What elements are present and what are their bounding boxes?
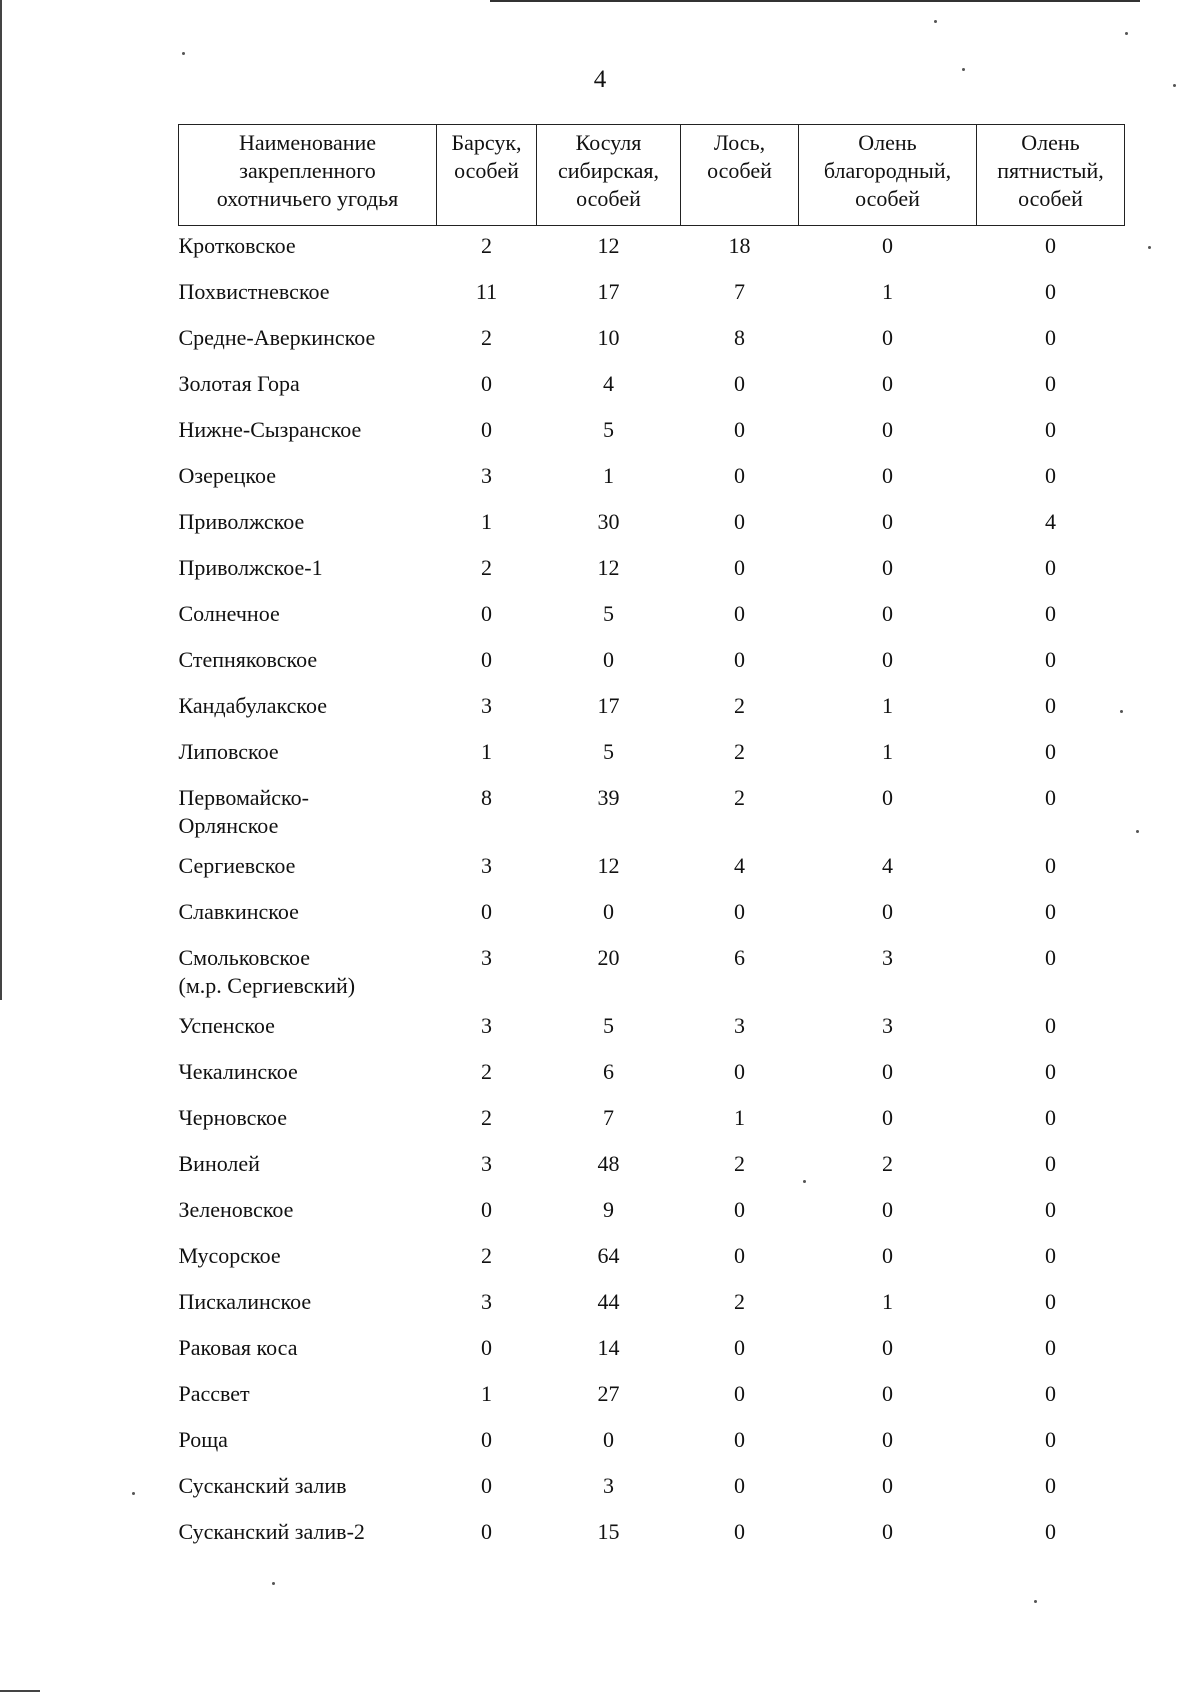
cell-badger: 3 xyxy=(481,1151,492,1176)
cell-sika-deer: 0 xyxy=(1045,1013,1056,1038)
cell-badger: 0 xyxy=(481,1519,492,1544)
cell-siberian-roe-deer: 27 xyxy=(597,1381,620,1406)
cell-sika-deer: 0 xyxy=(1045,647,1056,672)
cell-hunting-ground-name: Успенское xyxy=(178,1013,275,1038)
scan-speck xyxy=(272,1582,275,1585)
cell-red-deer: 0 xyxy=(882,1427,893,1452)
table-row xyxy=(179,226,1125,273)
cell-sika-deer: 0 xyxy=(1045,1381,1056,1406)
cell-sika-deer: 0 xyxy=(1045,1105,1056,1130)
table-row xyxy=(179,318,1125,364)
cell-red-deer: 0 xyxy=(882,233,893,258)
cell-hunting-ground-name: Озерецкое xyxy=(178,463,276,488)
cell-siberian-roe-deer: 7 xyxy=(603,1105,614,1130)
scan-speck xyxy=(1125,32,1128,35)
cell-sika-deer: 0 xyxy=(1045,1243,1056,1268)
cell-siberian-roe-deer: 64 xyxy=(597,1243,620,1268)
scan-speck xyxy=(1173,84,1176,87)
cell-moose: 0 xyxy=(734,1473,745,1498)
cell-siberian-roe-deer: 9 xyxy=(603,1197,614,1222)
cell-moose: 0 xyxy=(734,601,745,626)
cell-sika-deer: 0 xyxy=(1045,463,1056,488)
table-header-row xyxy=(179,125,1125,226)
page-top-rule xyxy=(490,0,1140,2)
scan-speck xyxy=(1120,710,1123,713)
page-number: 4 xyxy=(593,66,607,93)
cell-hunting-ground-name: Зеленовское xyxy=(178,1197,294,1222)
cell-red-deer: 0 xyxy=(882,325,893,350)
cell-sika-deer: 0 xyxy=(1045,693,1056,718)
cell-hunting-ground-name: Похвистневское xyxy=(178,279,330,304)
cell-hunting-ground-name: Нижне-Сызранское xyxy=(178,417,362,442)
cell-hunting-ground-name: Степняковское xyxy=(178,647,318,672)
cell-siberian-roe-deer: 0 xyxy=(603,647,614,672)
table-row xyxy=(179,1190,1125,1236)
cell-hunting-ground-name: Пискалинское xyxy=(178,1289,312,1314)
scan-speck xyxy=(934,20,937,23)
cell-red-deer: 0 xyxy=(882,1105,893,1130)
cell-siberian-roe-deer: 17 xyxy=(597,279,620,304)
cell-hunting-ground-name: Сусканский залив xyxy=(178,1473,347,1498)
cell-siberian-roe-deer: 39 xyxy=(597,785,620,810)
cell-red-deer: 1 xyxy=(882,1289,893,1314)
cell-red-deer: 3 xyxy=(882,1013,893,1038)
cell-siberian-roe-deer: 15 xyxy=(597,1519,620,1544)
table-row xyxy=(179,1052,1125,1098)
cell-hunting-ground-name: Золотая Гора xyxy=(178,371,300,396)
cell-sika-deer: 0 xyxy=(1045,1289,1056,1314)
cell-hunting-ground-name: Кандабулакское xyxy=(178,693,328,718)
cell-hunting-ground-name: Солнечное xyxy=(178,601,280,626)
cell-siberian-roe-deer: 0 xyxy=(603,899,614,924)
cell-hunting-ground-name: Липовское xyxy=(178,739,279,764)
cell-badger: 0 xyxy=(481,647,492,672)
header-hunting-ground-name: Наименование закрепленного охотничьего угодья xyxy=(179,125,437,226)
cell-hunting-ground-name: Кротковское xyxy=(178,233,296,258)
cell-siberian-roe-deer: 3 xyxy=(603,1473,614,1498)
cell-hunting-ground-name: Раковая коса xyxy=(178,1335,298,1360)
cell-red-deer: 0 xyxy=(882,463,893,488)
cell-moose: 1 xyxy=(734,1105,745,1130)
cell-sika-deer: 0 xyxy=(1045,601,1056,626)
cell-moose: 2 xyxy=(734,1289,745,1314)
scan-speck xyxy=(1148,246,1151,249)
cell-red-deer: 0 xyxy=(882,1519,893,1544)
cell-sika-deer: 0 xyxy=(1045,1473,1056,1498)
table-row xyxy=(179,1466,1125,1512)
cell-siberian-roe-deer: 6 xyxy=(603,1059,614,1084)
cell-red-deer: 0 xyxy=(882,601,893,626)
cell-moose: 7 xyxy=(734,279,745,304)
scan-speck xyxy=(132,1492,135,1495)
cell-moose: 0 xyxy=(734,1519,745,1544)
cell-moose: 2 xyxy=(734,693,745,718)
scan-speck xyxy=(1136,830,1139,833)
header-moose: Лось, особей xyxy=(681,125,799,226)
cell-moose: 0 xyxy=(734,371,745,396)
cell-red-deer: 0 xyxy=(882,1335,893,1360)
cell-siberian-roe-deer: 5 xyxy=(603,601,614,626)
cell-hunting-ground-name: Рассвет xyxy=(178,1381,250,1406)
cell-badger: 2 xyxy=(481,1059,492,1084)
cell-sika-deer: 0 xyxy=(1045,1151,1056,1176)
cell-red-deer: 0 xyxy=(882,555,893,580)
table-row xyxy=(179,640,1125,686)
cell-badger: 3 xyxy=(481,463,492,488)
cell-siberian-roe-deer: 20 xyxy=(597,945,620,970)
cell-sika-deer: 0 xyxy=(1045,739,1056,764)
cell-red-deer: 2 xyxy=(882,1151,893,1176)
cell-sika-deer: 0 xyxy=(1045,785,1056,810)
table-row xyxy=(179,1374,1125,1420)
cell-siberian-roe-deer: 12 xyxy=(597,555,620,580)
cell-sika-deer: 0 xyxy=(1045,325,1056,350)
cell-red-deer: 0 xyxy=(882,371,893,396)
cell-red-deer: 0 xyxy=(882,1473,893,1498)
cell-hunting-ground-name: Средне-Аверкинское xyxy=(178,325,376,350)
cell-red-deer: 0 xyxy=(882,1197,893,1222)
cell-badger: 3 xyxy=(481,693,492,718)
table-row xyxy=(179,1512,1125,1558)
table-row xyxy=(179,594,1125,640)
cell-red-deer: 0 xyxy=(882,1059,893,1084)
cell-badger: 0 xyxy=(481,1473,492,1498)
cell-hunting-ground-name: Черновское xyxy=(178,1105,287,1130)
hunting-grounds-table xyxy=(178,124,1125,1558)
cell-siberian-roe-deer: 14 xyxy=(597,1335,620,1360)
cell-moose: 0 xyxy=(734,555,745,580)
table-row xyxy=(179,1420,1125,1466)
cell-moose: 8 xyxy=(734,325,745,350)
cell-sika-deer: 0 xyxy=(1045,555,1056,580)
cell-moose: 0 xyxy=(734,417,745,442)
cell-sika-deer: 0 xyxy=(1045,1335,1056,1360)
cell-sika-deer: 0 xyxy=(1045,1519,1056,1544)
cell-siberian-roe-deer: 5 xyxy=(603,739,614,764)
cell-siberian-roe-deer: 17 xyxy=(597,693,620,718)
cell-badger: 3 xyxy=(481,1013,492,1038)
cell-siberian-roe-deer: 30 xyxy=(597,509,620,534)
cell-red-deer: 1 xyxy=(882,693,893,718)
cell-badger: 1 xyxy=(481,739,492,764)
cell-sika-deer: 0 xyxy=(1045,899,1056,924)
cell-hunting-ground-name: Приволжское xyxy=(178,509,305,534)
scan-bottom-mark xyxy=(0,1690,40,1692)
cell-moose: 6 xyxy=(734,945,745,970)
cell-badger: 0 xyxy=(481,417,492,442)
cell-red-deer: 0 xyxy=(882,1243,893,1268)
cell-hunting-ground-name: Мусорское xyxy=(178,1243,281,1268)
table-row xyxy=(179,1144,1125,1190)
cell-red-deer: 1 xyxy=(882,279,893,304)
table-row xyxy=(179,548,1125,594)
cell-sika-deer: 0 xyxy=(1045,371,1056,396)
cell-hunting-ground-name: Смольковское (м.р. Сергиевский) xyxy=(178,945,356,998)
table-row xyxy=(179,1098,1125,1144)
table-row xyxy=(179,364,1125,410)
cell-red-deer: 0 xyxy=(882,1381,893,1406)
cell-hunting-ground-name: Первомайско- Орлянское xyxy=(178,785,309,838)
table-row xyxy=(179,732,1125,778)
scan-speck xyxy=(962,68,965,71)
cell-moose: 0 xyxy=(734,509,745,534)
cell-sika-deer: 4 xyxy=(1045,509,1056,534)
cell-siberian-roe-deer: 0 xyxy=(603,1427,614,1452)
cell-sika-deer: 0 xyxy=(1045,1059,1056,1084)
cell-sika-deer: 0 xyxy=(1045,1427,1056,1452)
table-row xyxy=(179,410,1125,456)
cell-badger: 1 xyxy=(481,509,492,534)
cell-hunting-ground-name: Роща xyxy=(178,1427,228,1452)
cell-siberian-roe-deer: 5 xyxy=(603,417,614,442)
header-siberian-roe-deer: Косуля сибирская, особей xyxy=(537,125,681,226)
table-row xyxy=(179,1236,1125,1282)
cell-siberian-roe-deer: 5 xyxy=(603,1013,614,1038)
cell-badger: 2 xyxy=(481,325,492,350)
cell-hunting-ground-name: Сергиевское xyxy=(178,853,296,878)
table-row xyxy=(179,1006,1125,1052)
cell-sika-deer: 0 xyxy=(1045,233,1056,258)
cell-red-deer: 0 xyxy=(882,417,893,442)
cell-badger: 0 xyxy=(481,1335,492,1360)
table-row xyxy=(179,778,1125,846)
cell-badger: 2 xyxy=(481,1243,492,1268)
table-row xyxy=(179,686,1125,732)
cell-siberian-roe-deer: 12 xyxy=(597,233,620,258)
cell-hunting-ground-name: Приволжское-1 xyxy=(178,555,323,580)
cell-siberian-roe-deer: 1 xyxy=(603,463,614,488)
cell-badger: 2 xyxy=(481,555,492,580)
cell-moose: 0 xyxy=(734,1427,745,1452)
cell-moose: 0 xyxy=(734,899,745,924)
cell-sika-deer: 0 xyxy=(1045,279,1056,304)
cell-red-deer: 4 xyxy=(882,853,893,878)
cell-sika-deer: 0 xyxy=(1045,417,1056,442)
cell-siberian-roe-deer: 44 xyxy=(597,1289,620,1314)
table-row xyxy=(179,272,1125,318)
cell-badger: 0 xyxy=(481,1427,492,1452)
cell-moose: 0 xyxy=(734,463,745,488)
cell-badger: 2 xyxy=(481,1105,492,1130)
cell-badger: 0 xyxy=(481,899,492,924)
scan-left-edge xyxy=(0,0,2,1000)
scan-speck xyxy=(1034,1600,1037,1603)
table-row xyxy=(179,1328,1125,1374)
cell-badger: 11 xyxy=(475,279,498,304)
cell-red-deer: 0 xyxy=(882,785,893,810)
cell-moose: 0 xyxy=(734,1335,745,1360)
header-red-deer: Олень благородный, особей xyxy=(799,125,977,226)
cell-badger: 8 xyxy=(481,785,492,810)
cell-sika-deer: 0 xyxy=(1045,853,1056,878)
cell-red-deer: 1 xyxy=(882,739,893,764)
cell-siberian-roe-deer: 48 xyxy=(597,1151,620,1176)
cell-moose: 4 xyxy=(734,853,745,878)
table-row xyxy=(179,1282,1125,1328)
cell-red-deer: 3 xyxy=(882,945,893,970)
cell-siberian-roe-deer: 12 xyxy=(597,853,620,878)
cell-badger: 0 xyxy=(481,1197,492,1222)
cell-hunting-ground-name: Чекалинское xyxy=(178,1059,298,1084)
cell-sika-deer: 0 xyxy=(1045,945,1056,970)
cell-moose: 2 xyxy=(734,1151,745,1176)
cell-moose: 0 xyxy=(734,1197,745,1222)
header-badger: Барсук, особей xyxy=(437,125,537,226)
cell-moose: 0 xyxy=(734,1381,745,1406)
scan-speck xyxy=(803,1180,806,1183)
table-row xyxy=(179,502,1125,548)
cell-badger: 0 xyxy=(481,601,492,626)
cell-siberian-roe-deer: 10 xyxy=(597,325,620,350)
table-row xyxy=(179,938,1125,1006)
cell-moose: 0 xyxy=(734,1243,745,1268)
table-row xyxy=(179,456,1125,502)
cell-moose: 2 xyxy=(734,785,745,810)
cell-red-deer: 0 xyxy=(882,647,893,672)
cell-moose: 0 xyxy=(734,1059,745,1084)
cell-badger: 2 xyxy=(481,233,492,258)
scan-speck xyxy=(182,52,185,55)
header-sika-deer: Олень пятнистый, особей xyxy=(977,125,1125,226)
cell-moose: 0 xyxy=(734,647,745,672)
cell-red-deer: 0 xyxy=(882,509,893,534)
cell-moose: 18 xyxy=(728,233,751,258)
table-row xyxy=(179,846,1125,892)
table-body xyxy=(179,226,1125,1559)
cell-hunting-ground-name: Славкинское xyxy=(178,899,299,924)
cell-sika-deer: 0 xyxy=(1045,1197,1056,1222)
cell-badger: 1 xyxy=(481,1381,492,1406)
cell-badger: 3 xyxy=(481,853,492,878)
cell-hunting-ground-name: Сусканский залив-2 xyxy=(178,1519,365,1544)
cell-hunting-ground-name: Винолей xyxy=(178,1151,260,1176)
cell-badger: 0 xyxy=(481,371,492,396)
cell-badger: 3 xyxy=(481,945,492,970)
table-row xyxy=(179,892,1125,938)
cell-moose: 2 xyxy=(734,739,745,764)
cell-badger: 3 xyxy=(481,1289,492,1314)
cell-red-deer: 0 xyxy=(882,899,893,924)
cell-siberian-roe-deer: 4 xyxy=(603,371,614,396)
cell-moose: 3 xyxy=(734,1013,745,1038)
